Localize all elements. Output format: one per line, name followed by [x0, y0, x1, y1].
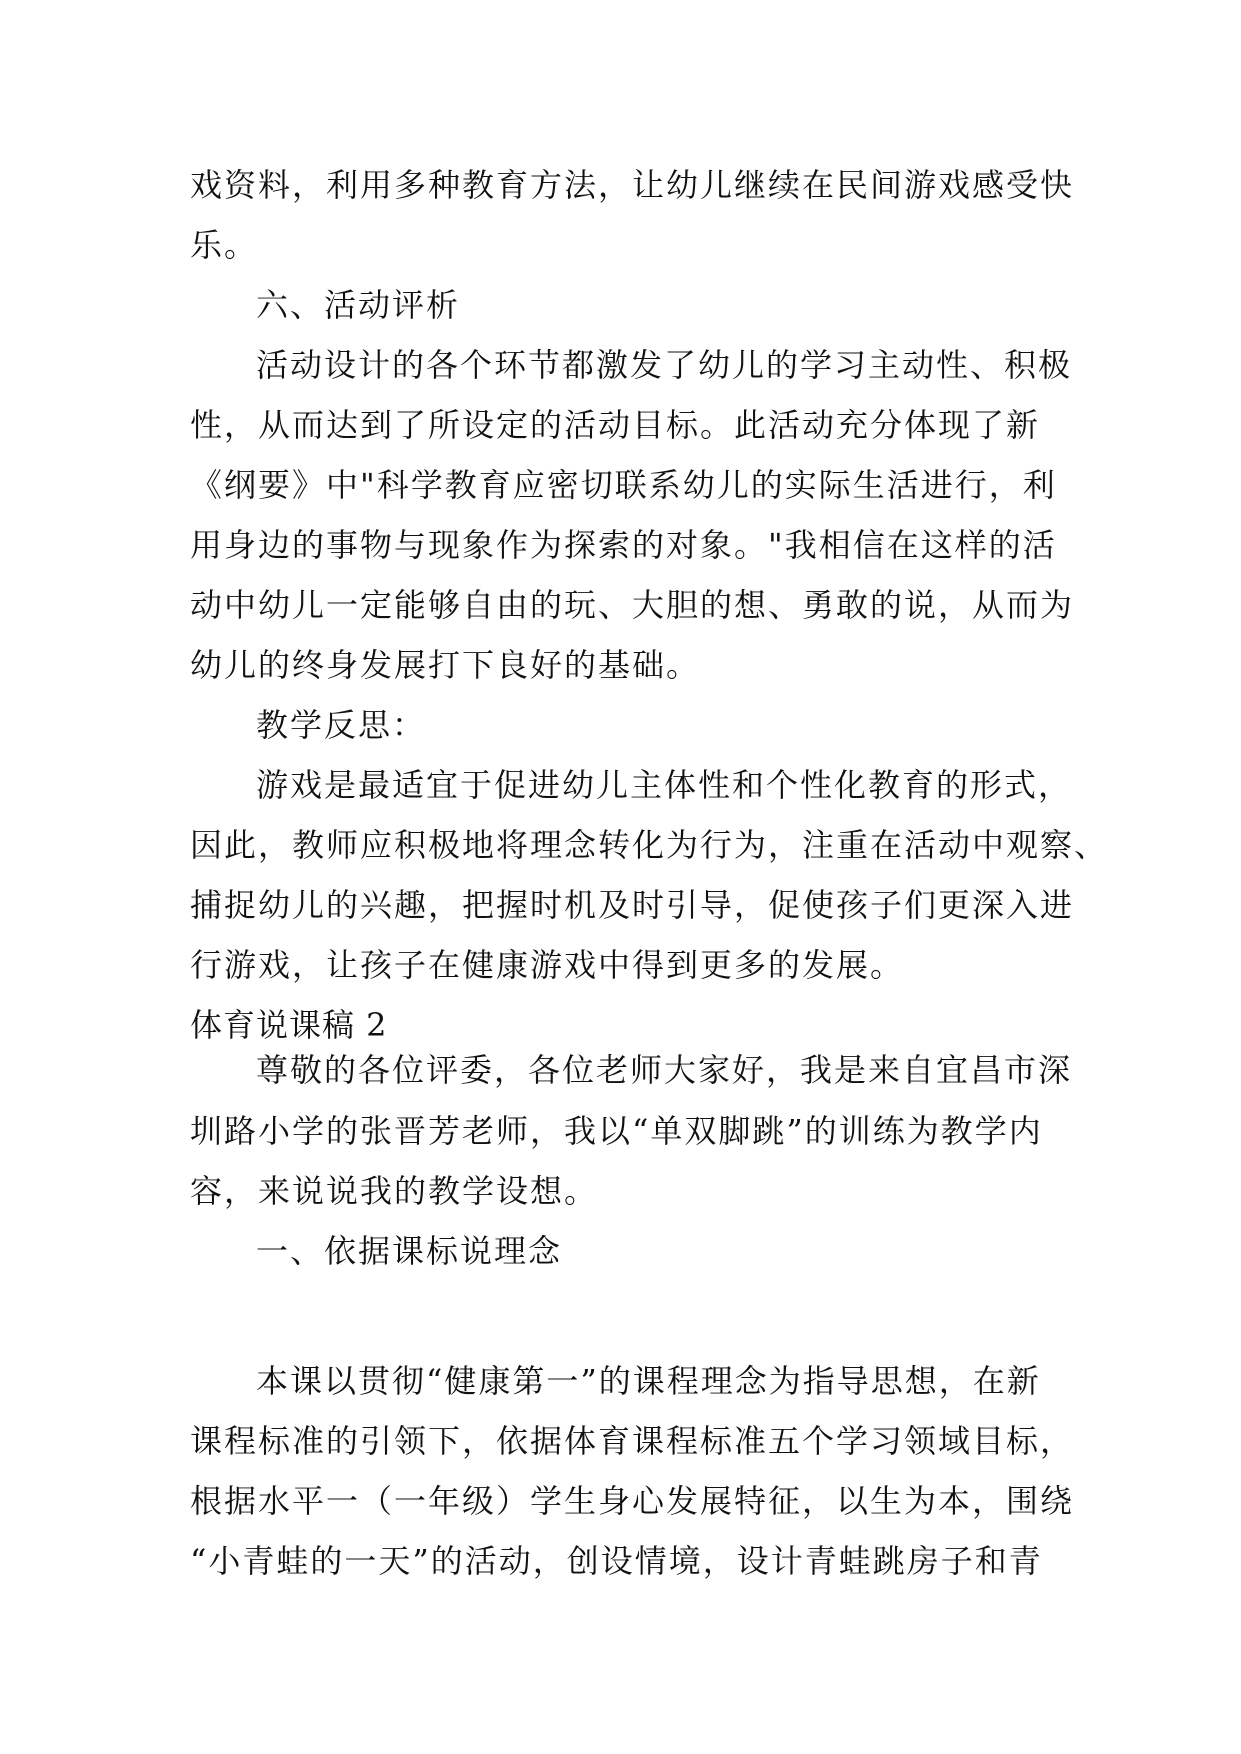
- paragraph-line: 根据水平一（一年级）学生身心发展特征，以生为本，围绕: [190, 1482, 1075, 1520]
- section-heading: 六、活动评析: [256, 286, 461, 324]
- document-subtitle: 体育说课稿 2: [190, 1006, 388, 1044]
- paragraph-line: 尊敬的各位评委，各位老师大家好，我是来自宜昌市深: [256, 1051, 1073, 1089]
- paragraph-line: 幼儿的终身发展打下良好的基础。: [190, 646, 701, 684]
- paragraph-line: 课程标准的引领下，依据体育课程标准五个学习领域目标，: [190, 1422, 1075, 1460]
- section-heading: 一、依据课标说理念: [256, 1232, 563, 1270]
- paragraph-line: 《纲要》中"科学教育应密切联系幼儿的实际生活进行，利: [190, 466, 1057, 504]
- paragraph-line: 容，来说说我的教学设想。: [190, 1172, 599, 1210]
- section-heading: 教学反思：: [256, 706, 427, 744]
- paragraph-line: 圳路小学的张晋芳老师，我以“单双脚跳”的训练为教学内: [190, 1112, 1043, 1150]
- paragraph-line: 行游戏，让孩子在健康游戏中得到更多的发展。: [190, 946, 905, 984]
- paragraph-line: 用身边的事物与现象作为探索的对象。"我相信在这样的活: [190, 526, 1057, 564]
- paragraph-line: “小青蛙的一天”的活动，创设情境，设计青蛙跳房子和青: [190, 1542, 1043, 1580]
- paragraph-line: 本课以贯彻“健康第一”的课程理念为指导思想，在新: [256, 1362, 1041, 1400]
- paragraph-line: 游戏是最适宜于促进幼儿主体性和个性化教育的形式，: [256, 766, 1073, 804]
- paragraph-line: 捕捉幼儿的兴趣，把握时机及时引导，促使孩子们更深入进: [190, 886, 1075, 924]
- paragraph-line: 乐。: [190, 226, 259, 264]
- paragraph-line: 戏资料，利用多种教育方法，让幼儿继续在民间游戏感受快: [190, 166, 1075, 204]
- paragraph-line: 性，从而达到了所设定的活动目标。此活动充分体现了新: [190, 406, 1041, 444]
- paragraph-line: 动中幼儿一定能够自由的玩、大胆的想、勇敢的说，从而为: [190, 586, 1075, 624]
- paragraph-line: 因此，教师应积极地将理念转化为行为，注重在活动中观察、: [190, 826, 1109, 864]
- paragraph-line: 活动设计的各个环节都激发了幼儿的学习主动性、积极: [256, 346, 1073, 384]
